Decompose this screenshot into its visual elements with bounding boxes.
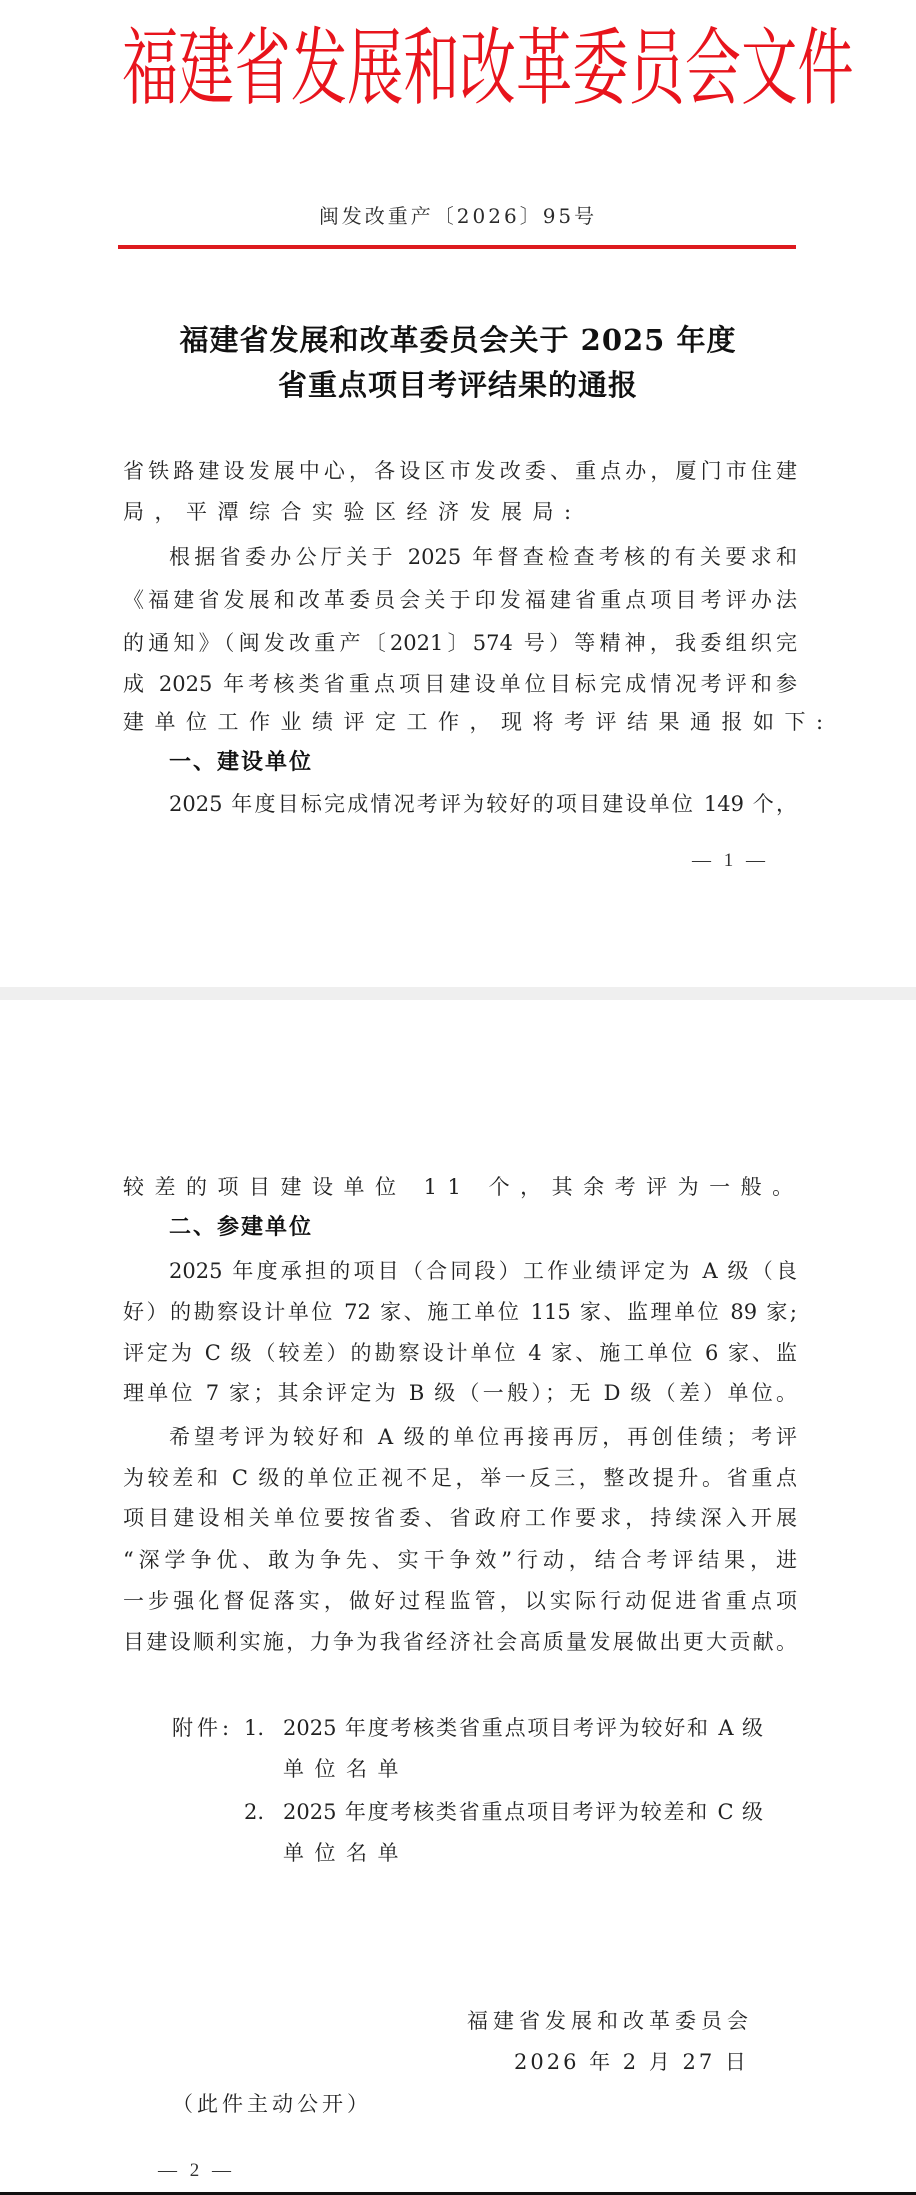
org-header-title-text: 福建省发展和改革委员会文件 [122,23,854,116]
body-line: 建单位工作业绩评定工作，现将考评结果通报如下: [123,710,834,734]
body-line: 2025 年度目标完成情况考评为较好的项目建设单位 149 个， [169,792,797,816]
recipients-line-2: 局，平潭综合实验区经济发展局: [123,500,582,524]
body-line: 根据省委办公厅关于 2025 年督查检查考核的有关要求和 [169,545,797,569]
body-line: 项目建设相关单位要按省委、省政府工作要求，持续深入开展 [123,1506,797,1530]
attachment-item-1: 2025 年度考核类省重点项目考评为较好和 A 级 [283,1716,763,1740]
section-heading-participating-units: 二、参建单位 [169,1215,314,1240]
signature-organization: 福建省发展和改革委员会 [467,2009,753,2033]
document-number: 闽发改重产〔2026〕95号 [318,204,598,228]
red-divider-rule [118,245,796,249]
body-line: 理单位 7 家；其余评定为 B 级（一般）；无 D 级（差）单位。 [123,1381,797,1405]
body-line: 目建设顺利实施，力争为我省经济社会高质量发展做出更大贡献。 [123,1630,797,1654]
org-header-title [122,22,854,118]
disclosure-note: （此件主动公开） [172,2092,372,2116]
body-line: 希望考评为较好和 A 级的单位再接再厉，再创佳绩；考评 [169,1425,797,1449]
page-separator [0,987,916,1000]
attachment-number: 2. [244,1800,265,1824]
notice-title-line-2: 省重点项目考评结果的通报 [277,368,638,402]
attachment-item-2-cont: 单位名单 [283,1841,409,1865]
body-line: 2025 年度承担的项目（合同段）工作业绩评定为 A 级（良 [169,1259,797,1283]
attachment-item-2: 2025 年度考核类省重点项目考评为较差和 C 级 [283,1800,763,1824]
body-line: 好）的勘察设计单位 72 家、施工单位 115 家、监理单位 89 家; [123,1300,797,1324]
body-line: 一步强化督促落实，做好过程监管，以实际行动促进省重点项 [123,1589,797,1613]
notice-title-line-1: 福建省发展和改革委员会关于 2025 年度 [179,323,737,357]
recipients-line-1: 省铁路建设发展中心，各设区市发改委、重点办，厦门市住建 [123,459,797,483]
page-number: — 2 — [158,2160,235,2181]
body-line: 的通知》（闽发改重产〔2021〕574 号）等精神，我委组织完 [123,631,797,655]
section-heading-construction-units: 一、建设单位 [169,750,314,775]
body-line: 《福建省发展和改革委员会关于印发福建省重点项目考评办法 [123,588,797,612]
body-line: “深学争优、敢为争先、实干争效”行动，结合考评结果，进 [123,1548,797,1572]
document-page-1 [0,0,916,987]
body-line: 评定为 C 级（较差）的勘察设计单位 4 家、施工单位 6 家、监 [123,1341,797,1365]
attachments-label: 附件: [172,1716,234,1740]
signature-date: 2026 年 2 月 27 日 [514,2050,749,2074]
body-line: 成 2025 年考核类省重点项目建设单位目标完成情况考评和参 [123,672,797,696]
body-line: 较差的项目建设单位 11 个，其余考评为一般。 [123,1175,804,1199]
attachment-item-1-cont: 单位名单 [283,1757,409,1781]
page-number: — 1 — [692,850,769,871]
body-line: 为较差和 C 级的单位正视不足，举一反三，整改提升。省重点 [123,1466,797,1490]
attachment-number: 1. [244,1716,265,1740]
